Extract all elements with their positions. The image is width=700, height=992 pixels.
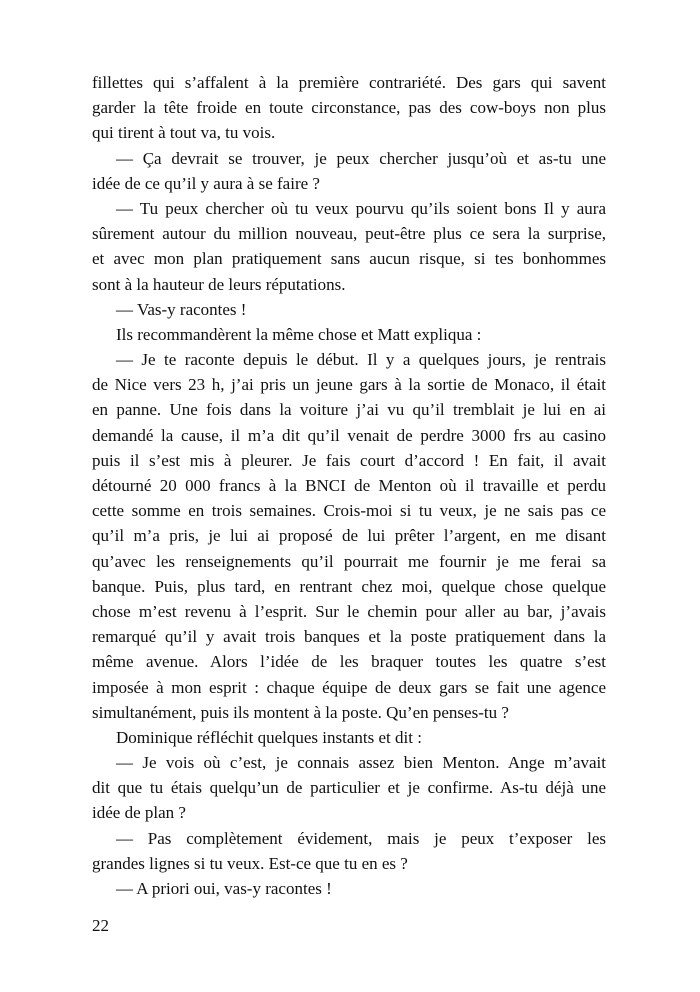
text-line: et avec mon plan pratiquement sans aucun risque, si tes bonhommes: [92, 249, 606, 269]
page-number: 22: [92, 916, 109, 935]
text-line: — Je te raconte depuis le début. Il y a quelques jours, je rentrais: [116, 350, 606, 370]
text-line: banque. Puis, plus tard, en rentrant chez moi, quelque chose quelque: [92, 576, 606, 596]
text-line: puis il s’est mis à pleurer. Je fais court d’accord ! En fait, il avait: [92, 450, 606, 470]
text-line: — Ça devrait se trouver, je peux chercher jusqu’où et as-tu une: [116, 148, 606, 168]
text-line: dit que tu étais quelqu’un de particulier et je confirme. As-tu déjà une: [92, 778, 606, 798]
text-line: de Nice vers 23 h, j’ai pris un jeune gars à la sortie de Monaco, il était: [92, 375, 606, 395]
text-line: cette somme en trois semaines. Crois-moi si tu veux, je ne sais pas ce: [92, 501, 606, 521]
text-line: Ils recommandèrent la même chose et Matt expliqua :: [116, 324, 482, 344]
text-line: grandes lignes si tu veux. Est-ce que tu en es ?: [92, 853, 408, 873]
text-line: idée de ce qu’il y aura à se faire ?: [92, 173, 320, 193]
page-body: [92, 70, 606, 901]
text-line: — Tu peux chercher où tu veux pourvu qu’ils soient bons Il y aura: [116, 198, 606, 218]
text-line: qui tirent à tout va, tu vois.: [92, 123, 276, 143]
text-line: idée de plan ?: [92, 803, 186, 823]
text-line: — Vas-y racontes !: [116, 299, 247, 319]
text-line: qu’il m’a pris, je lui ai proposé de lui prêter l’argent, en me disant: [92, 526, 606, 546]
text-line: demandé la cause, il m’a dit qu’il venait de perdre 3000 frs au casino: [92, 425, 606, 445]
text-line: fillettes qui s’affalent à la première contrariété. Des gars qui savent: [92, 73, 606, 92]
text-line: qu’avec les renseignements qu’il pourrait me fournir je me ferai sa: [92, 551, 606, 571]
text-line: sûrement autour du million nouveau, peut-être plus ce sera la surprise,: [92, 224, 606, 244]
text-line: imposée à mon esprit : chaque équipe de deux gars se fait une agence: [92, 677, 606, 697]
text-line: même avenue. Alors l’idée de les braquer toutes les quatre s’est: [92, 652, 606, 672]
text-line: détourné 20 000 francs à la BNCI de Menton où il travaille et perdu: [92, 476, 606, 495]
text-line: simultanément, puis ils montent à la poste. Qu’en penses-tu ?: [92, 702, 509, 722]
text-line: en panne. Une fois dans la voiture j’ai vu qu’il tremblait je lui en ai: [92, 400, 606, 420]
text-line: sont à la hauteur de leurs réputations.: [92, 274, 346, 294]
text-line: remarqué qu’il y avait trois banques et la poste pratiquement dans la: [92, 627, 606, 647]
text-line: garder la tête froide en toute circonstance, pas des cow-boys non plus: [92, 98, 606, 118]
text-line: — A priori oui, vas-y racontes !: [116, 879, 332, 898]
text-line: Dominique réfléchit quelques instants et dit :: [116, 727, 422, 747]
text-line: — Pas complètement évidement, mais je peux t’exposer les: [116, 828, 606, 848]
text-line: chose m’est revenu à l’esprit. Sur le chemin pour aller au bar, j’avais: [92, 601, 606, 621]
text-line: — Je vois où c’est, je connais assez bien Menton. Ange m’avait: [116, 753, 606, 773]
